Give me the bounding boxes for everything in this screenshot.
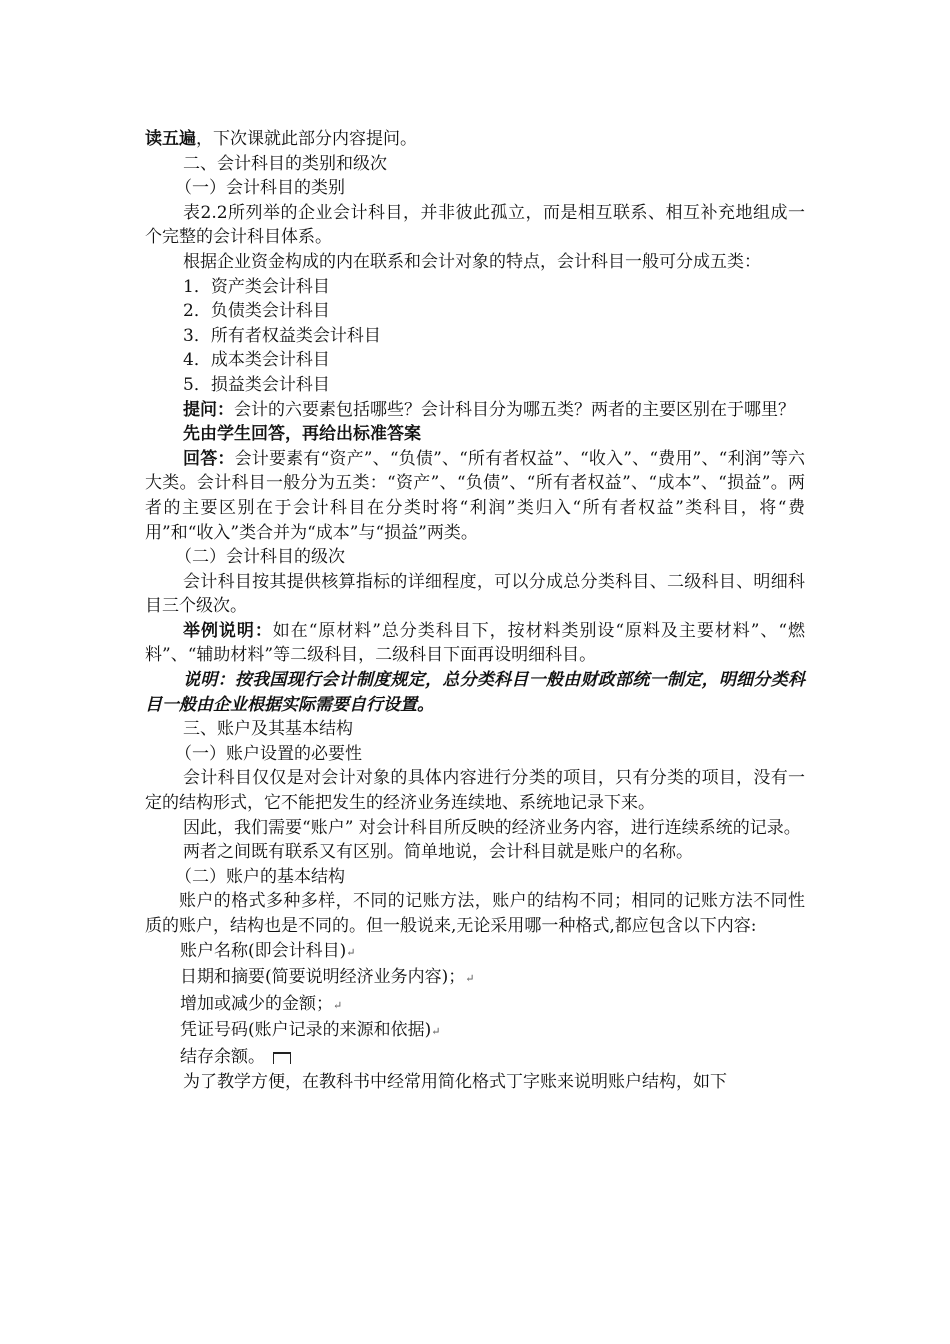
paragraph-mark: ↵ <box>333 998 343 1012</box>
content-item-text: 凭证号码(账户记录的来源和依据) <box>180 1020 432 1041</box>
question-text: 会计的六要素包括哪些？会计科目分为哪五类？两者的主要区别在于哪里？ <box>234 399 795 420</box>
bold-phrase: 读五遍 <box>145 129 196 149</box>
paragraph-mark: ↵ <box>431 1025 441 1039</box>
heading-subsection-2-1: （一）会计科目的类别 <box>175 178 345 199</box>
list-item: 5．损益类会计科目 <box>183 374 330 395</box>
list-item: 1．资产类会计科目 <box>183 276 330 297</box>
paragraph: 因此，我们需要“账户” 对会计科目所反映的经济业务内容，进行连续系统的记录。 <box>183 817 801 838</box>
question-label: 提问： <box>183 399 234 420</box>
paragraph: 表2.2所列举的企业会计科目，并非彼此孤立，而是相互联系、相互补充地组成一个完整的会计科目体系。 <box>145 202 805 248</box>
answer-intro: 先由学生回答，再给出标准答案 <box>183 424 421 445</box>
text-run: ，下次课就此部分内容提问。 <box>196 129 417 149</box>
content-item <box>145 965 805 992</box>
content-item-text: 结存余额。 <box>180 1046 265 1067</box>
paragraph-mark: ↵ <box>465 972 475 986</box>
paragraph: 根据企业资金构成的内在联系和会计对象的特点，会计科目一般可分成五类： <box>183 251 761 272</box>
paragraph: 两者之间既有联系又有区别。简单地说，会计科目就是账户的名称。 <box>183 842 693 863</box>
question-paragraph <box>145 398 805 423</box>
content-item <box>145 992 805 1019</box>
answer-label: 回答： <box>183 448 235 469</box>
paragraph-mark: ↵ <box>346 945 356 959</box>
content-item-text: 增加或减少的金额； <box>180 993 333 1014</box>
heading-subsection-2-2: （二）会计科目的级次 <box>175 547 345 568</box>
document-body <box>145 127 805 1094</box>
paragraph: 为了教学方便，在教科书中经常用简化格式丁字账来说明账户结构，如下 <box>183 1071 727 1092</box>
content-item-text: 账户名称(即会计科目) <box>180 940 347 961</box>
example-text: 如在“原材料”总分类科目下，按材料类别设“原料及主要材料”、“燃料”、“辅助材料”等二级科目，二级科目下面再设明细科目。 <box>145 620 805 666</box>
content-item-text: 日期和摘要(简要说明经济业务内容)； <box>180 967 466 988</box>
heading-section-3: 三、账户及其基本结构 <box>183 719 353 740</box>
heading-subsection-3-2: （二）账户的基本结构 <box>175 866 345 887</box>
paragraph-continuation <box>145 127 805 152</box>
heading-section-2: 二、会计科目的类别和级次 <box>183 153 387 174</box>
heading-subsection-3-1: （一）账户设置的必要性 <box>175 743 362 764</box>
list-item: 4．成本类会计科目 <box>183 350 330 371</box>
content-item <box>145 1045 805 1070</box>
note-paragraph: 说明：按我国现行会计制度规定，总分类科目一般由财政部统一制定，明细分类科目一般由企业根据实际需要自行设置。 <box>145 670 805 715</box>
list-item: 3．所有者权益类会计科目 <box>183 325 381 346</box>
example-label: 举例说明： <box>183 620 273 641</box>
content-item <box>145 939 805 966</box>
paragraph: 会计科目按其提供核算指标的详细程度，可以分成总分类科目、二级科目、明细科目三个级次。 <box>145 571 805 617</box>
example-paragraph <box>145 619 805 668</box>
list-item: 2．负债类会计科目 <box>183 301 330 322</box>
content-item <box>145 1018 805 1045</box>
answer-paragraph <box>145 447 805 545</box>
paragraph: 账户的格式多种多样，不同的记账方法，账户的结构不同；相同的记账方法不同性质的账户，结构也是不同的。但一般说来,无论采用哪一种格式,都应包含以下内容: <box>145 891 805 936</box>
answer-text: 会计要素有“资产”、“负债”、“所有者权益”、“收入”、“费用”、“利润”等六大类。会计科目一般分为五类：“资产”、“负债”、“所有者权益”、“成本”、“损益”。两者的主要区别在于会计科目在分类时将“利润”类归入“所有者权益”类科目，将“费用”和“收入”类合并为“成本”与“损益”两类。 <box>145 448 806 543</box>
paragraph: 会计科目仅仅是对会计对象的具体内容进行分类的项目，只有分类的项目，没有一定的结构形式，它不能把发生的经济业务连续地、系统地记录下来。 <box>145 768 805 814</box>
return-mark-icon <box>273 1052 291 1064</box>
